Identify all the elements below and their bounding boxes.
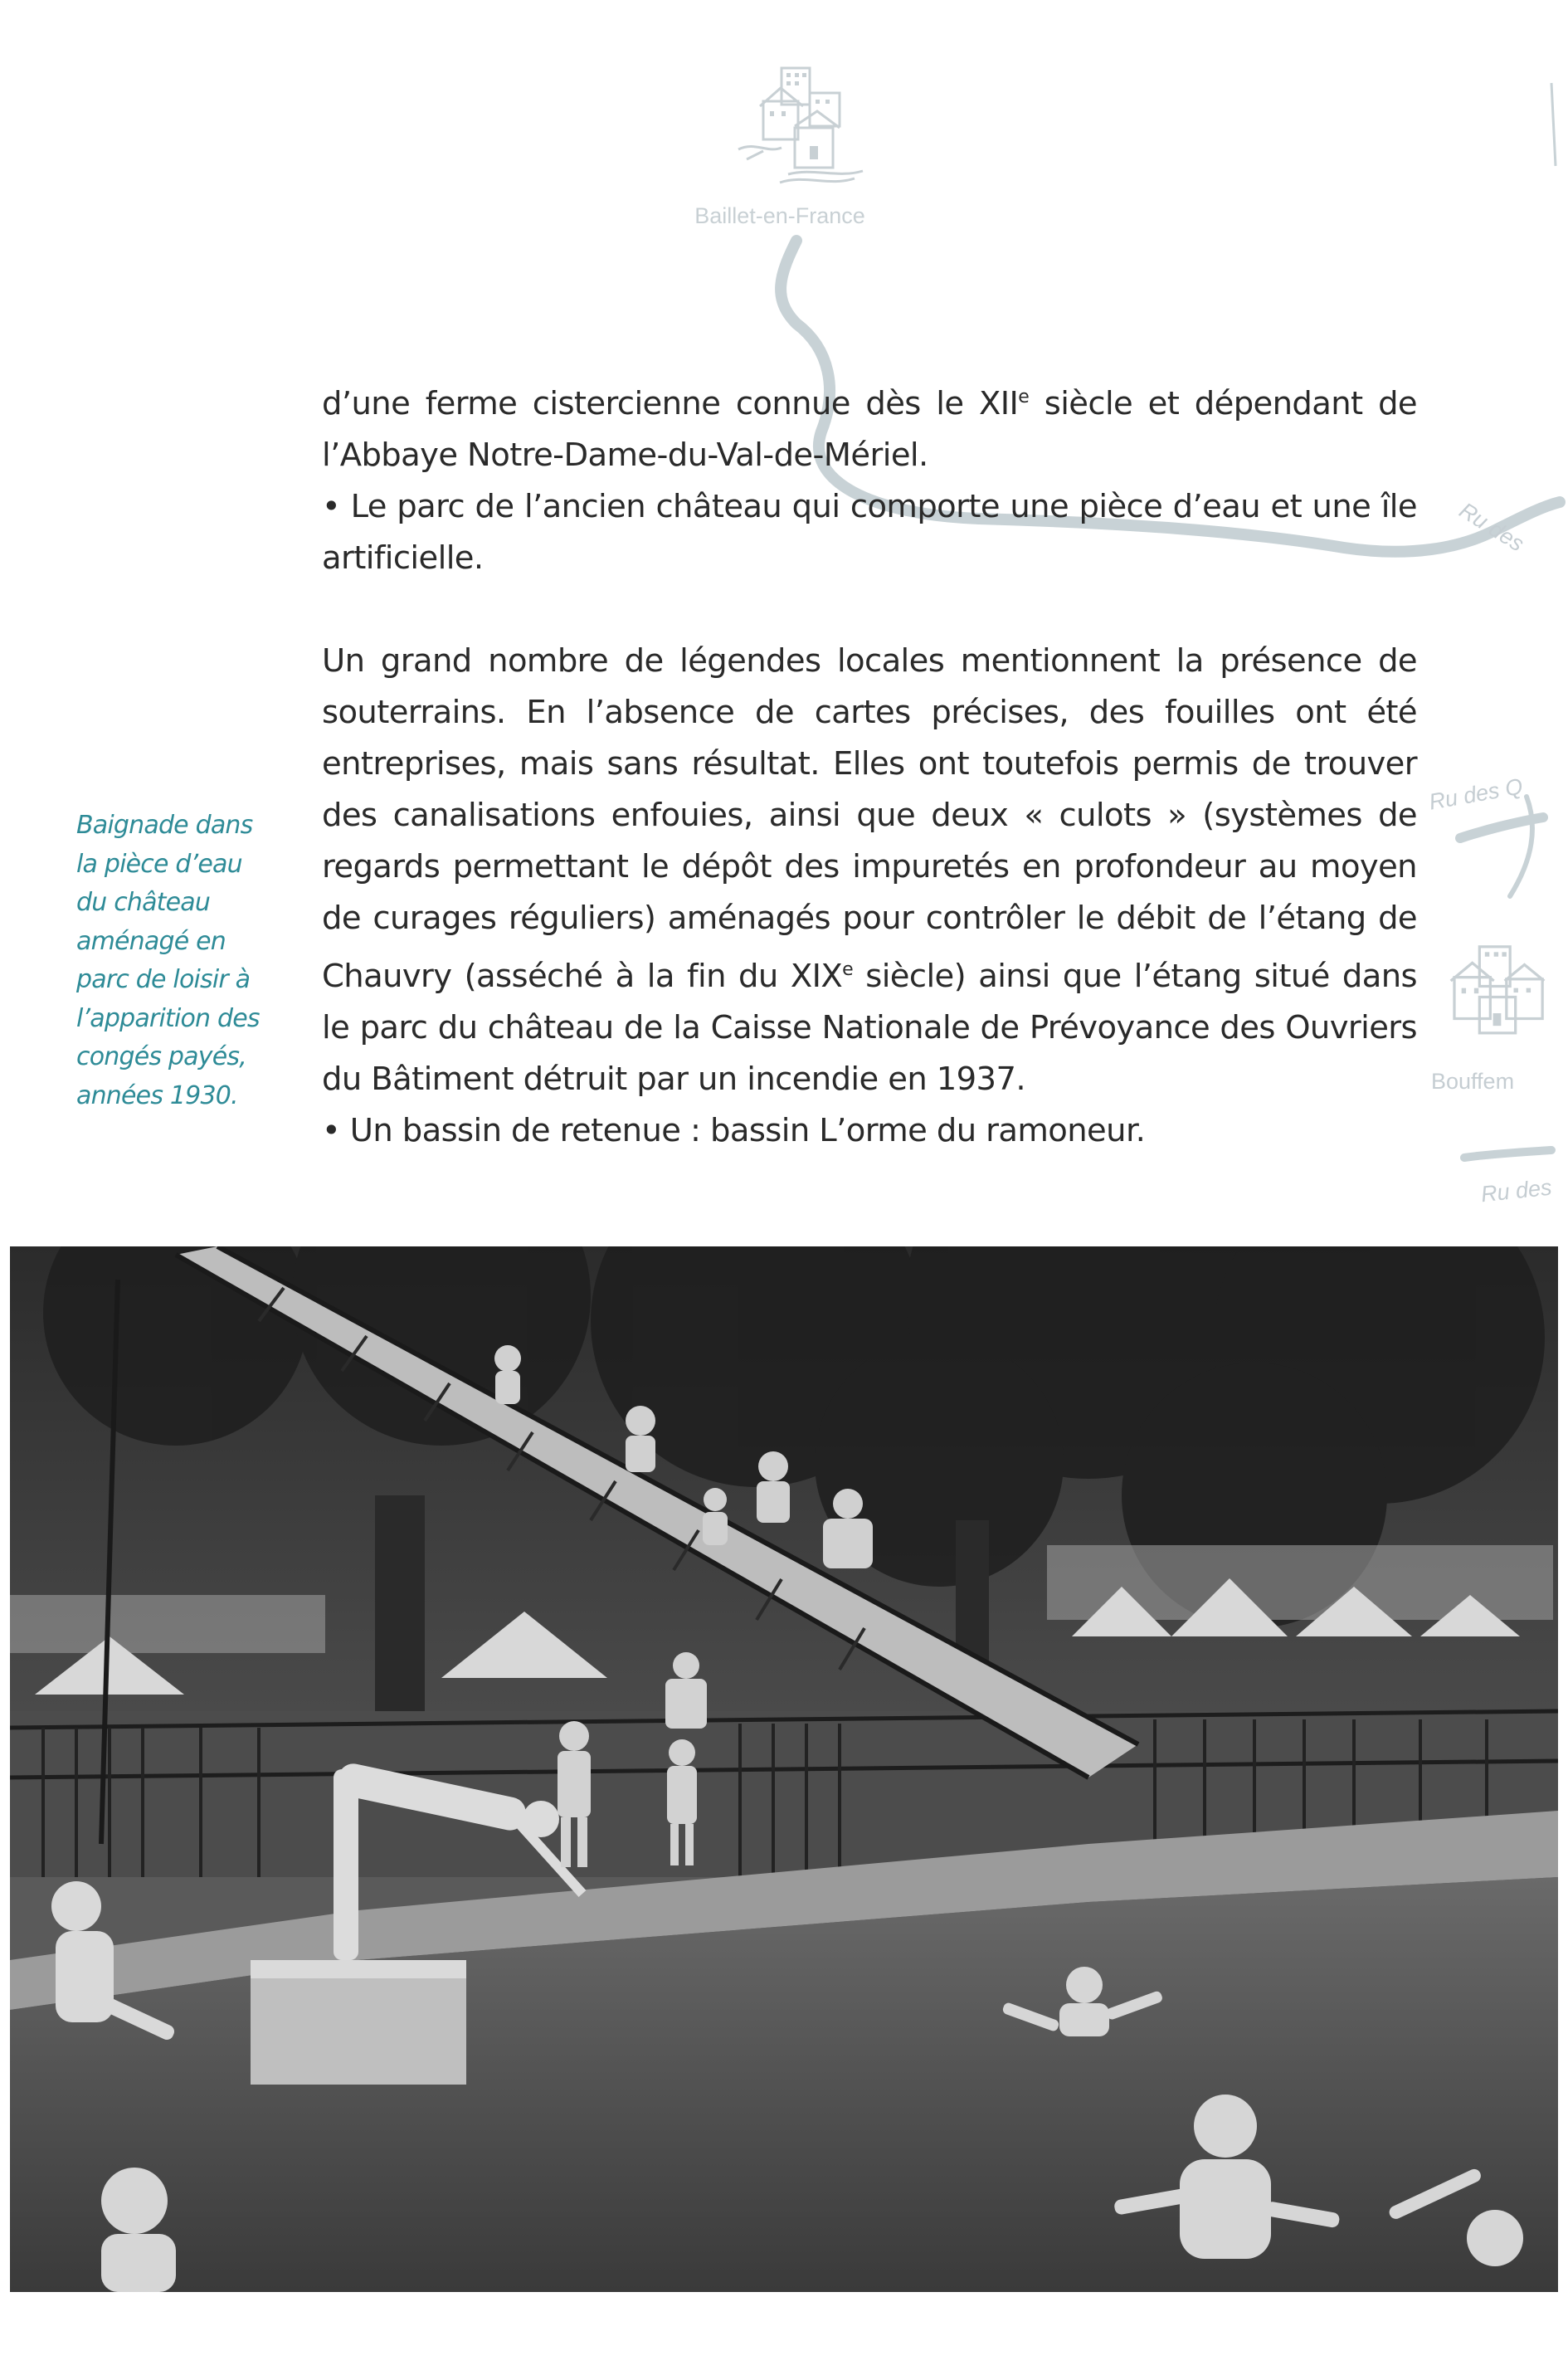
bouffemont-logo-icon — [1444, 938, 1551, 1046]
town-logo-icon — [730, 58, 871, 191]
paragraph-2: • Le parc de l’ancien château qui comporte une pièce d’eau et une île artificielle. — [322, 487, 1417, 577]
photo-caption: Baignade dans la pièce d’eau du château aménagé en parc de loisir à l’apparition des congés payés, années 1930. — [76, 811, 260, 1110]
paragraph-1: d’une ferme cistercienne connue dès le XIIe siècle et dépendant de l’Abbaye Notre-Dame-du-Val-de-Mériel. — [322, 384, 1417, 474]
map-label-ru-des: Ru des — [1454, 497, 1529, 557]
body-text — [322, 372, 1417, 1157]
map-label-ru-des-q: Ru des Q — [1427, 773, 1525, 815]
town-name: Baillet-en-France — [694, 203, 865, 228]
paragraph-3: Un grand nombre de légendes locales mentionnent la présence de souterrains. En l’absence de cartes précises, des fouilles ont été entreprises, mais sans résultat. Elles ont toutefois permis de trouver des canalisations enfouies, ainsi que deux « culots » (systèmes de regards permettant le dépôt des impuretés en profondeur au moyen de curages réguliers) aménagés pour contrôler le débit de l’étang de Chauvry (asséché à la fin du XIXe siècle) ainsi que l’étang situé dans le parc du château de la Caisse Nationale de Prévoyance des Ouvriers du Bâtiment détruit par un incendie en 1937. — [322, 641, 1417, 1098]
map-label-bouffemont: Bouffem — [1431, 1069, 1515, 1094]
paragraph-4: • Un bassin de retenue : bassin L’orme du ramoneur. — [322, 1111, 1146, 1149]
bathing-photo — [10, 1246, 1558, 2292]
bathing-photo-image — [10, 1246, 1558, 2292]
map-label-ru-des-2: Ru des — [1479, 1174, 1553, 1207]
